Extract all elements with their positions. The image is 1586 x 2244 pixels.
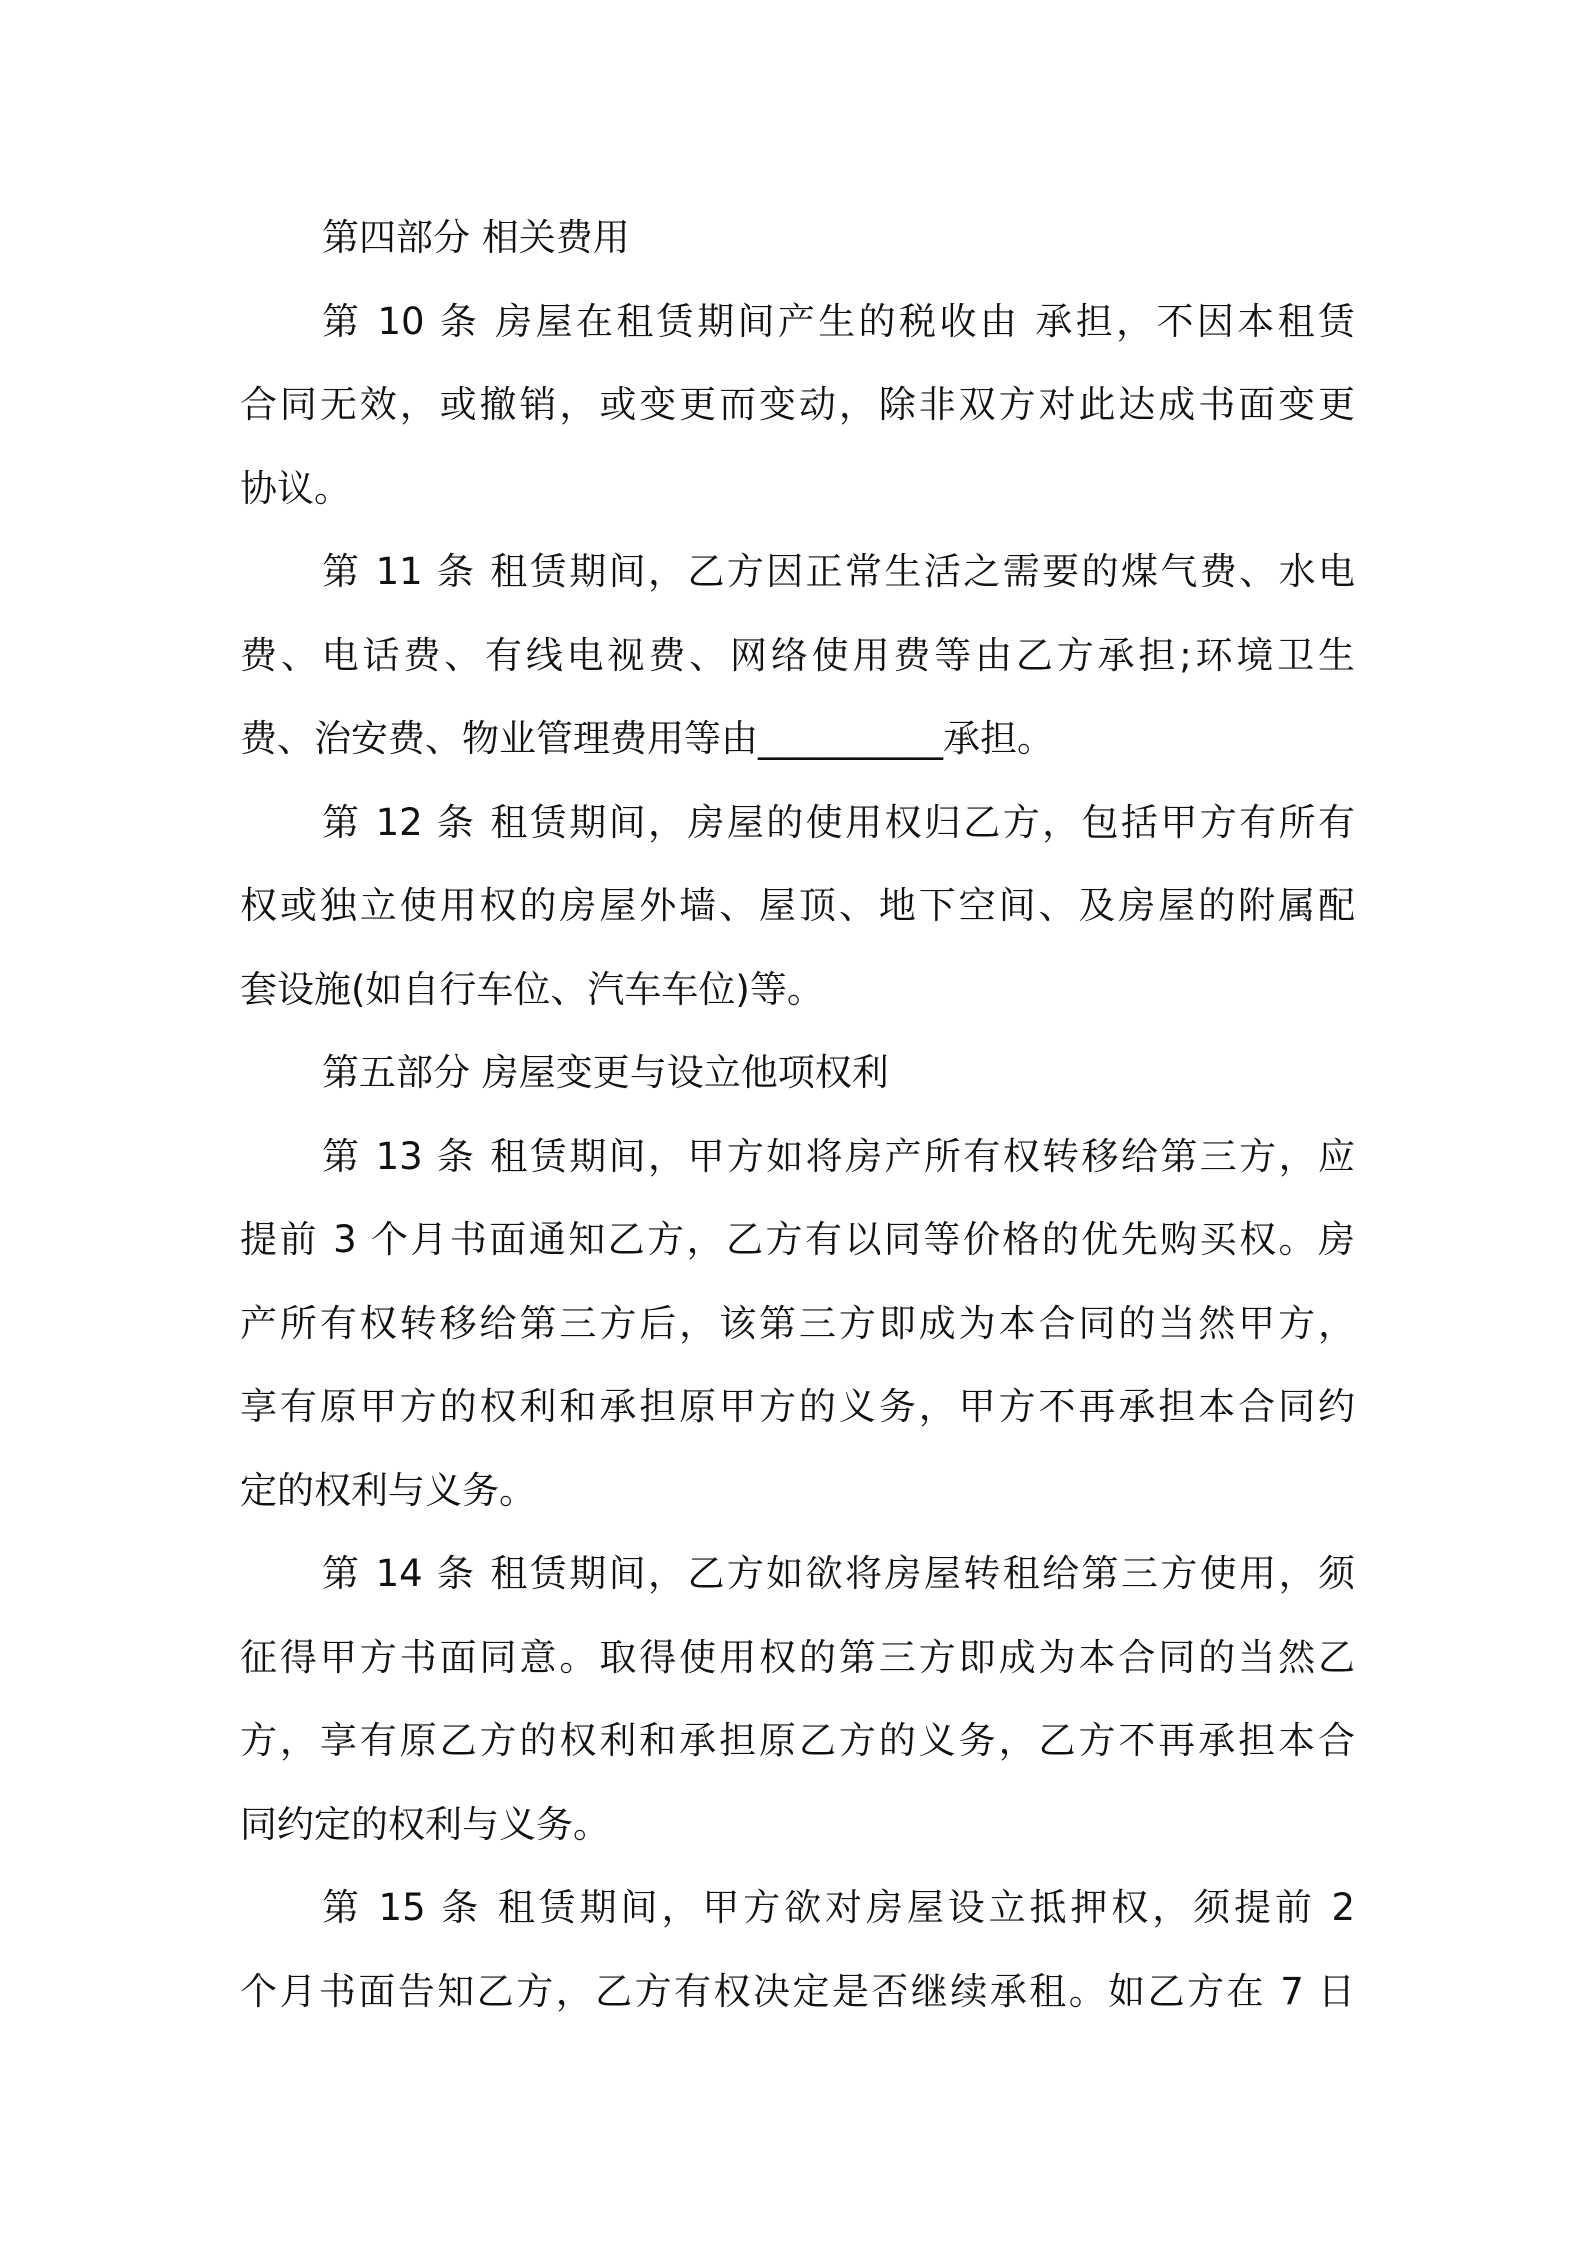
article-15-line-1: 第 15 条 租赁期间，甲方欲对房屋设立抵押权，须提前 2 [322, 1886, 1355, 1929]
article-15-line-2: 个月书面告知乙方，乙方有权决定是否继续承租。如乙方在 7 日 [240, 1969, 1355, 2013]
article-13-line-2: 提前 3 个月书面通知乙方，乙方有以同等价格的优先购买权。房 [240, 1218, 1355, 1261]
article-12-line-3: 套设施(如自行车位、汽车车位)等。 [240, 967, 824, 1011]
article-11-line-1: 第 11 条 租赁期间，乙方因正常生活之需要的煤气费、水电 [322, 550, 1355, 593]
article-14-line-1: 第 14 条 租赁期间，乙方如欲将房屋转租给第三方使用，须 [322, 1552, 1355, 1595]
article-13-line-4: 享有原甲方的权利和承担原甲方的义务，甲方不再承担本合同约 [240, 1385, 1355, 1428]
section-heading-part-5: 第五部分 房屋变更与设立他项权利 [322, 1051, 889, 1094]
article-14-line-2: 征得甲方书面同意。取得使用权的第三方即成为本合同的当然乙 [240, 1635, 1355, 1679]
document-page [240, 196, 1355, 2033]
article-10-line-3: 协议。 [240, 466, 351, 510]
article-12-line-1: 第 12 条 租赁期间，房屋的使用权归乙方，包括甲方有所有 [322, 800, 1355, 844]
article-13-line-3: 产所有权转移给第三方后，该第三方即成为本合同的当然甲方， [240, 1301, 1355, 1345]
article-11-line-2: 费、电话费、有线电视费、网络使用费等由乙方承担;环境卫生 [240, 633, 1355, 677]
article-13-line-1: 第 13 条 租赁期间，甲方如将房产所有权转移给第三方，应 [322, 1134, 1355, 1178]
article-13-line-5: 定的权利与义务。 [240, 1468, 536, 1512]
article-11-line-3: 费、治安费、物业管理费用等由__________承担。 [240, 717, 1054, 760]
article-10-line-2: 合同无效，或撤销，或变更而变动，除非双方对此达成书面变更 [240, 383, 1355, 426]
article-10-line-1: 第 10 条 房屋在租赁期间产生的税收由 承担，不因本租赁 [322, 299, 1355, 343]
article-12-line-2: 权或独立使用权的房屋外墙、屋顶、地下空间、及房屋的附属配 [240, 884, 1355, 927]
article-14-line-4: 同约定的权利与义务。 [240, 1802, 610, 1846]
section-heading-part-4: 第四部分 相关费用 [322, 216, 630, 259]
article-14-line-3: 方，享有原乙方的权利和承担原乙方的义务，乙方不再承担本合 [240, 1719, 1355, 1762]
